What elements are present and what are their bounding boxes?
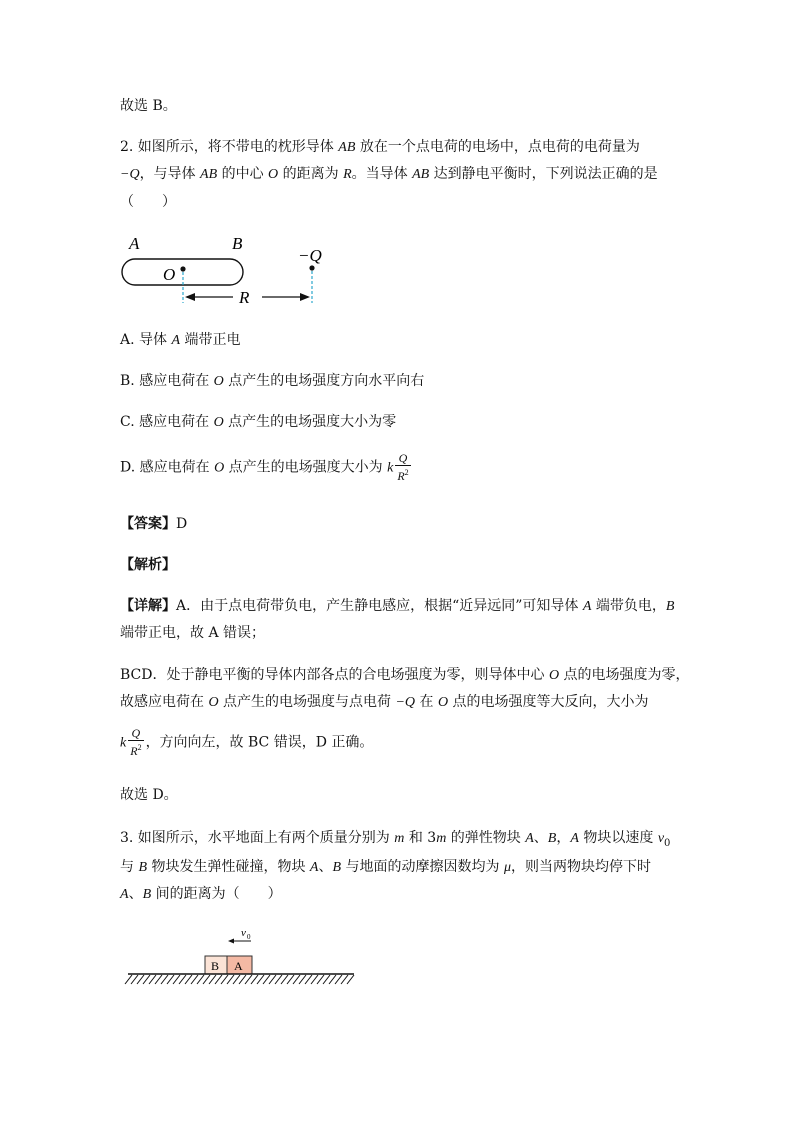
fig-label-a: A [129,234,140,253]
hatch-stroke [311,975,318,984]
q3-figure [120,925,360,990]
q2-detail-line1 [120,596,674,617]
detail-var: A [582,599,592,614]
q2-stem-text: 放在一个点电荷的电场中，点电荷的电荷量为 [355,139,640,155]
velocity-arrowhead-icon [228,939,234,944]
hatch-stroke [239,975,246,984]
fraction-numerator: Q [395,452,410,466]
answer-value: D [176,516,188,532]
velocity-subscript: 0 [247,933,251,941]
hatch-stroke [143,975,150,984]
hatch-stroke [317,975,324,984]
block-b-label: B [211,959,220,973]
detail-var: −Q [395,695,416,710]
detail-var: O [208,695,219,710]
q3-stem-line2 [120,857,651,878]
q3-stem-line3 [120,884,282,905]
q3-var-mu: μ [503,860,511,875]
q3-var: m [394,831,405,846]
fig-label-b: B [232,234,243,253]
option-var: O [214,460,225,476]
q3-text: 、 [533,830,548,846]
hatch-stroke [275,975,282,984]
hatch-stroke [233,975,240,984]
hatch-stroke [167,975,174,984]
q2-stem-text: 达到静电平衡时，下列说法正确的是 [429,166,658,182]
q2-analysis-label: 【解析】 [120,557,176,573]
hatch-stroke [197,975,204,984]
q2-detail-line3 [120,665,690,686]
option-text: C. 感应电荷在 [120,414,214,430]
hatch-stroke [305,975,312,984]
hatch-stroke [341,975,348,984]
denominator-var: R [130,744,138,758]
detail-var: O [437,695,449,710]
formula-fraction [395,452,410,483]
hatch-stroke [125,975,132,984]
detail-text: A．由于点电荷带负电，产生静电感应，根据“近异远同”可知导体 [176,598,583,614]
prev-conclusion: 故选 B。 [120,98,177,114]
formula-k: k [120,735,127,751]
q3-var: B [142,887,152,902]
hatch-stroke [209,975,216,984]
detail-text: 故感应电荷在 [120,694,209,710]
q3-var: B [138,860,148,875]
arrowhead-right-icon [300,293,310,301]
q2-stem-text: ，与导体 [139,166,201,182]
q3-var: A [120,887,129,902]
q3-var-v: v [657,831,665,846]
denominator-var: R [397,469,405,483]
hatch-stroke [269,975,276,984]
option-var: O [213,415,224,430]
option-var: A [171,333,181,348]
block-a-label: A [234,959,243,973]
hatch-stroke [299,975,306,984]
option-var: O [213,374,224,389]
q2-var-ab: AB [200,167,218,182]
hatch-stroke [221,975,228,984]
arrowhead-left-icon [185,293,195,301]
q2-stem-text: 的中心 [217,166,269,182]
q3-text: 、 [318,859,333,875]
detail-var: O [548,668,560,683]
option-text: A. 导体 [120,332,172,348]
q2-detail-line2: 端带正电，故 A 错误； [120,625,266,641]
option-text: D. 感应电荷在 [120,459,215,476]
q3-text: ， [556,830,571,846]
option-text: 点产生的电场强度大小为零 [223,414,397,430]
q2-stem-line3: （ ） [120,194,176,210]
detail-label: 【详解】 [120,598,176,614]
q3-var: m [436,831,447,846]
fig-label-o: O [163,265,176,284]
q3-var: B [547,831,557,846]
hatch-stroke [173,975,180,984]
fraction-denominator [128,741,143,758]
hatch-stroke [251,975,258,984]
answer-label: 【答案】 [120,516,176,532]
hatch-stroke [137,975,144,984]
option-text: B. 感应电荷在 [120,373,214,389]
q2-var-o: O [268,167,279,182]
hatch-stroke [149,975,156,984]
option-text: 点产生的电场强度方向水平向右 [223,373,425,389]
hatch-stroke [227,975,234,984]
detail-text: 在 [415,694,438,710]
hatch-stroke [257,975,264,984]
q3-text: 和 3 [404,830,437,846]
hatch-stroke [329,975,336,984]
q2-option-a [120,330,240,351]
denominator-exponent: 2 [404,468,409,477]
q3-text: ，则当两物块均停下时 [510,859,651,875]
q2-detail-line4 [120,692,649,713]
q3-text: 与地面的动摩擦因数均为 [341,859,504,875]
q3-text: 3. 如图所示，水平地面上有两个质量分别为 [120,830,395,846]
q2-var-r: R [343,167,352,182]
q2-var-ab: AB [412,167,430,182]
hatch-stroke [287,975,294,984]
detail-var: B [665,599,675,614]
hatch-stroke [245,975,252,984]
q2-stem-text: 。当导体 [351,166,413,182]
q2-var-q: −Q [120,167,140,182]
q3-stem-line1 [120,828,670,854]
q3-text: 物块以速度 [578,830,658,846]
hatch-stroke [179,975,186,984]
q3-text: 间的距离为（ ） [151,886,282,902]
hatch-stroke [293,975,300,984]
hatch-stroke [155,975,162,984]
hatch-stroke [335,975,342,984]
q3-text: 物块发生弹性碰撞，物块 [147,859,310,875]
option-text: 端带正电 [180,332,241,348]
q2-answer [120,514,187,534]
q3-var: A [570,831,579,846]
formula-fraction [128,727,143,758]
fig-label-r: R [239,288,250,307]
q2-option-b [120,371,424,392]
q2-option-d [120,452,413,484]
q2-stem-line2 [120,164,658,185]
hatch-stroke [347,975,354,984]
q2-stem-line1 [120,137,640,158]
hatch-stroke [281,975,288,984]
q2-option-c [120,412,396,433]
formula-k: k [387,460,394,476]
detail-text: BCD．处于静电平衡的导体内部各点的合电场强度为零，则导体中心 [120,667,549,683]
q3-var: A [309,860,319,875]
denominator-exponent: 2 [137,743,142,752]
hatch-stroke [203,975,210,984]
detail-text: 点产生的电场强度与点电荷 [218,694,396,710]
hatch-stroke [191,975,198,984]
fraction-denominator [395,466,410,483]
hatch-stroke [161,975,168,984]
hatch-stroke [263,975,270,984]
q2-stem-text: 的距离为 [278,166,344,182]
velocity-label: v [241,927,246,939]
hatch-stroke [185,975,192,984]
q2-stem-text: 2. 如图所示，将不带电的枕形导体 [120,139,339,155]
q2-figure [115,228,345,310]
detail-text: ，方向向左，故 BC 错误，D 正确。 [145,734,374,751]
fig-label-q: −Q [298,246,322,265]
q3-text: 的弹性物块 [446,830,526,846]
q2-detail-line5 [120,727,373,759]
q3-var: A [525,831,534,846]
hatch-stroke [323,975,330,984]
q3-text: 与 [120,859,139,875]
center-point-o [180,266,185,271]
option-text: 点产生的电场强度大小为 [224,459,388,476]
q3-var: B [332,860,342,875]
hatch-stroke [131,975,138,984]
q2-conclusion: 故选 D。 [120,787,178,803]
q2-var-ab: AB [338,140,356,155]
hatch-stroke [215,975,222,984]
detail-text: 端带负电， [591,598,666,614]
ground-hatching [125,975,354,984]
point-charge [309,265,314,270]
detail-text: 点的电场强度为零， [559,667,690,683]
q3-var-v-sub: 0 [664,837,671,849]
q3-text: 、 [128,886,143,902]
fraction-numerator: Q [128,727,143,741]
detail-text: 点的电场强度等大反向，大小为 [448,694,649,710]
